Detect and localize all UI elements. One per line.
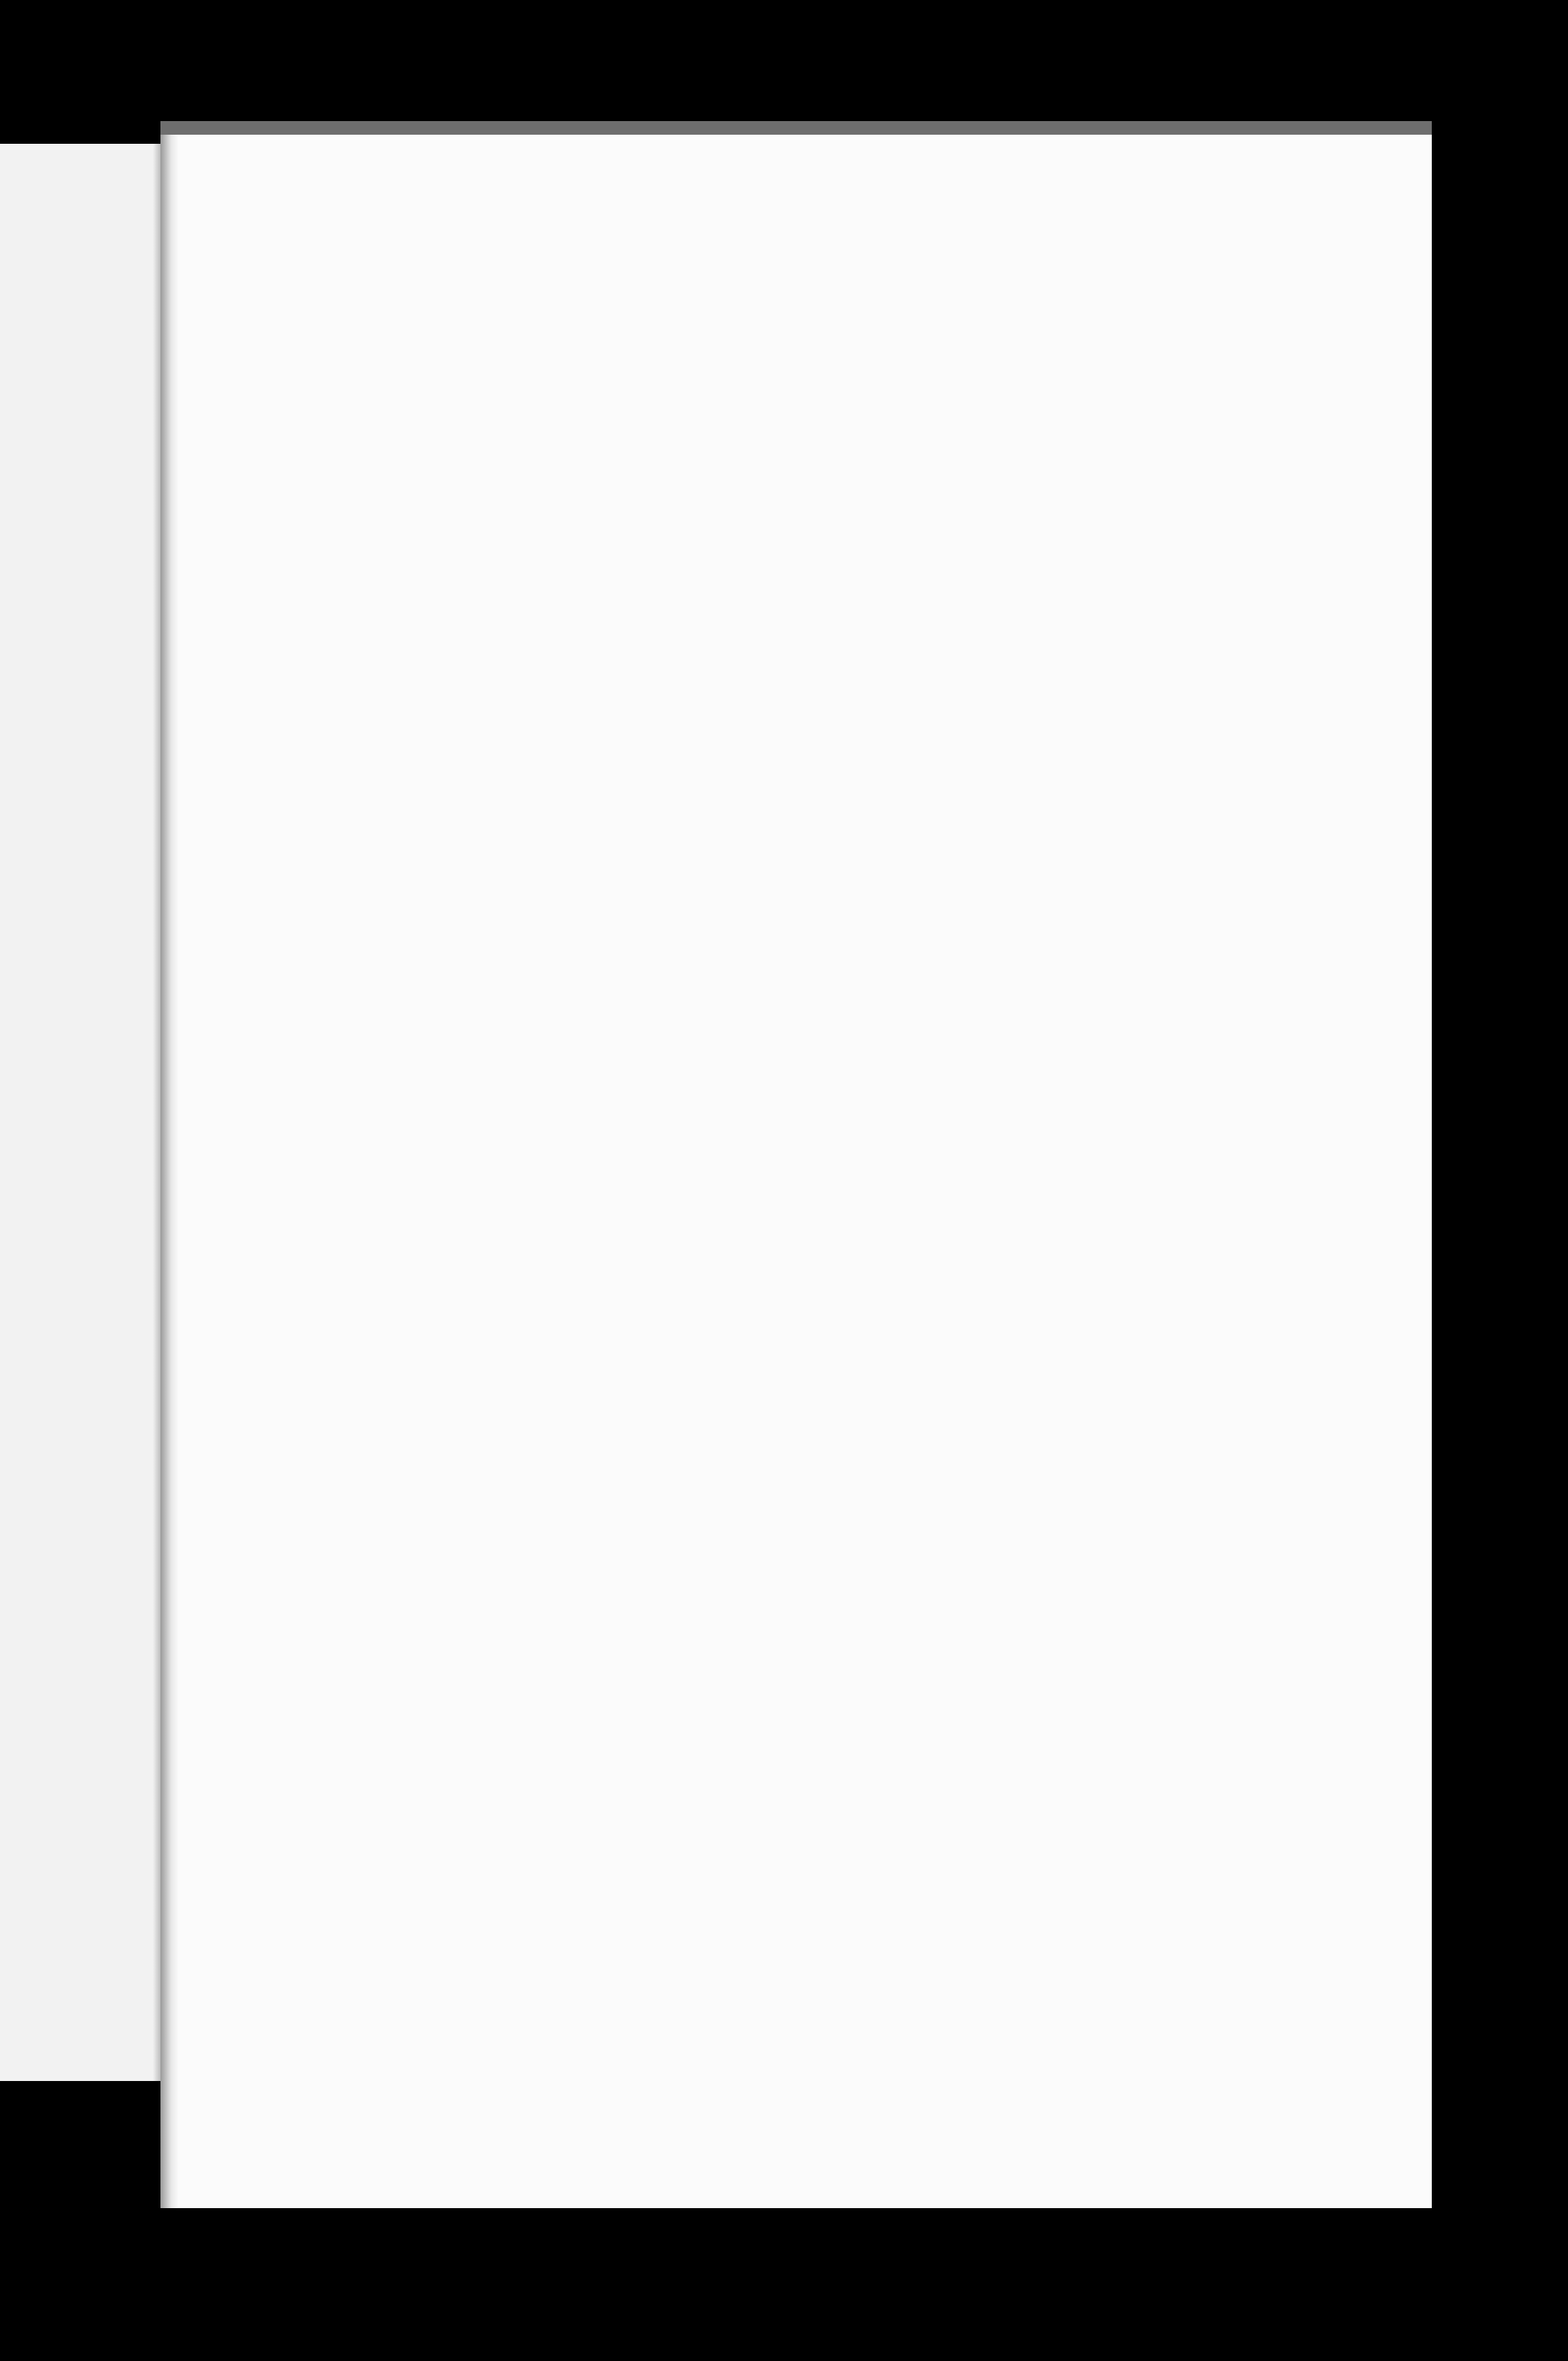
catalogue-page	[160, 135, 1432, 2208]
facing-page-fragment	[0, 144, 160, 2081]
page-spine-shading	[160, 135, 179, 2208]
facing-page-gutter	[153, 144, 160, 2081]
